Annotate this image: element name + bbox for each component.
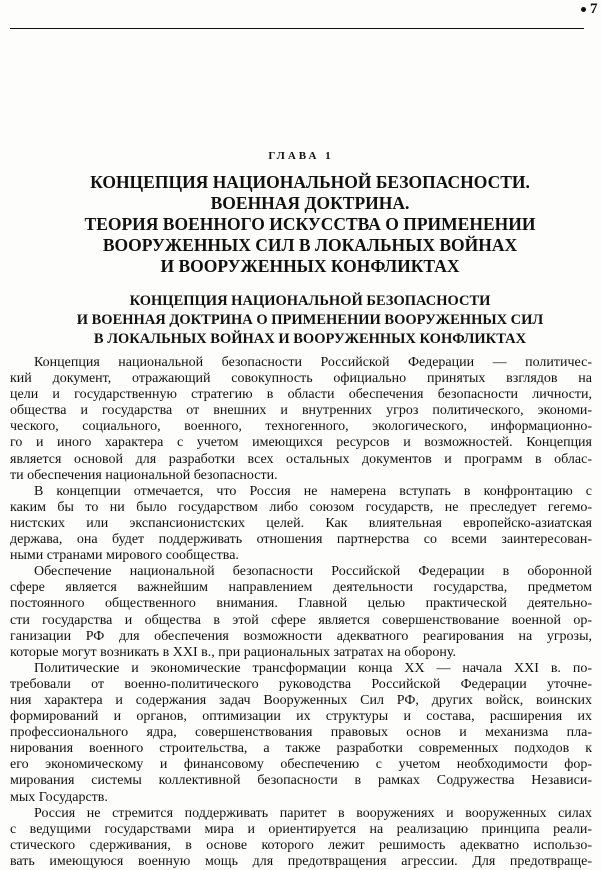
paragraph-line: ния характера и содержания задач Вооруженных Сил РФ, других войск, воинских	[10, 692, 592, 708]
bullet-dot-icon	[581, 7, 586, 12]
paragraph-line: ти обеспечения национальной безопасности.	[10, 467, 278, 483]
paragraph-line: его экономическому и финансовому обеспечению с учетом необходимости фор-	[10, 757, 592, 773]
chapter-title-line: ВООРУЖЕННЫХ СИЛ В ЛОКАЛЬНЫХ ВОЙНАХ	[102, 235, 518, 255]
chapter-title	[30, 172, 590, 277]
chapter-title-line: ТЕОРИЯ ВОЕННОГО ИСКУССТВА О ПРИМЕНЕНИИ	[84, 214, 536, 234]
paragraph-line: цели и государственную стратегию в области обеспечения безопасности личности,	[10, 387, 592, 403]
paragraph-line: является основой для разработки всех остальных документов и программ в облас-	[10, 451, 592, 467]
paragraph-line: постоянного общественного внимания. Главной целью практической деятельно-	[10, 596, 592, 612]
paragraph-line: кий документ, отражающий совокупность официально принятых взглядов на	[10, 371, 592, 387]
section-title-line: И ВОЕННАЯ ДОКТРИНА О ПРИМЕНЕНИИ ВООРУЖЕННЫХ СИЛ	[76, 312, 544, 328]
paragraph-line: Концепция национальной безопасности Российской Федерации — политичес-	[34, 355, 592, 370]
paragraph-line: с ведущими государствами мира и ориентируется на реализацию принципа реали-	[10, 821, 592, 837]
chapter-title-line: КОНЦЕПЦИЯ НАЦИОНАЛЬНОЙ БЕЗОПАСНОСТИ.	[90, 172, 530, 192]
page-number-value: 7	[590, 1, 598, 17]
paragraph-line: ганизации РФ для обеспечения возможности адекватного реагирования на угрозы,	[10, 628, 592, 644]
paragraph-line: общества и государства от внешних и внутренних угроз политического, экономи-	[10, 403, 592, 419]
paragraph	[10, 564, 592, 661]
paragraph	[10, 806, 592, 870]
paragraph-line: нистских или экспансионистских целей. Как влиятельная европейско-азиатская	[10, 515, 592, 531]
paragraph-line: Политические и экономические трансформации конца XX — начала XXI в. по-	[34, 660, 592, 676]
paragraph-line: сти государства и общества в этой сфере является совершенствование военной ор-	[10, 612, 592, 628]
chapter-label: ГЛАВА 1	[268, 150, 334, 162]
paragraph-line: ческого, социального, военного, техногенного, экологического, информационно-	[10, 419, 592, 435]
header-rule	[10, 28, 584, 29]
page-number	[581, 1, 598, 18]
chapter-title-line: ВОЕННАЯ ДОКТРИНА.	[210, 193, 410, 213]
paragraph-line: Россия не стремится поддерживать паритет в вооружениях и вооруженных силах	[34, 805, 592, 821]
paragraph-line: го и иного характера с учетом имеющихся ресурсов и возможностей. Концепция	[10, 435, 592, 451]
paragraph-line: профессионального ядра, совершенствования правовых основ и механизма пла-	[10, 725, 592, 741]
paragraph-line: ными странами мирового сообщества.	[10, 548, 239, 564]
paragraph-line: мых Государств.	[10, 789, 108, 805]
paragraph-line: формирований и органов, оптимизации их структуры и состава, расширения их	[10, 709, 592, 725]
section-title	[30, 292, 590, 349]
paragraph	[10, 661, 592, 806]
chapter-title-line: И ВООРУЖЕННЫХ КОНФЛИКТАХ	[160, 256, 460, 276]
paragraph-line: требовали от военно-политического руководства Российской Федерации уточне-	[10, 676, 592, 692]
paragraph	[10, 484, 592, 564]
paragraph	[10, 355, 592, 484]
section-title-line: В ЛОКАЛЬНЫХ ВОЙНАХ И ВООРУЖЕННЫХ КОНФЛИКТАХ	[93, 331, 527, 347]
paragraph-line: мирования системы коллективной безопасности в рамках Содружества Независи-	[10, 773, 592, 789]
paragraph-line: стического сдерживания, в основе которого лежит решимость адекватно использо-	[10, 837, 592, 853]
paragraph-line: Обеспечение национальной безопасности Российской Федерации в оборонной	[34, 564, 592, 580]
paragraph-line: которые могут возникать в XXI в., при рациональных затратах на оборону.	[10, 644, 456, 660]
paragraph-line: вать имеющуюся военную мощь для предотвращения агрессии. Для предотвраще-	[10, 853, 592, 869]
paragraph-line: каким бы то ни было государством либо союзом государств, не преследует гегемо-	[10, 499, 592, 515]
paragraph-line: В концепции отмечается, что Россия не намерена вступать в конфронтацию с	[34, 483, 592, 499]
paragraph-line: держава, она будет поддерживать отношения партнерства со всеми заинтересован-	[10, 532, 592, 548]
paragraph-line: сфере является важнейшим направлением деятельности государства, предметом	[10, 580, 592, 596]
section-title-line: КОНЦЕПЦИЯ НАЦИОНАЛЬНОЙ БЕЗОПАСНОСТИ	[129, 293, 491, 309]
body-text	[10, 355, 592, 870]
paragraph-line: нирования военного строительства, а также разработки современных подходов к	[10, 741, 592, 757]
